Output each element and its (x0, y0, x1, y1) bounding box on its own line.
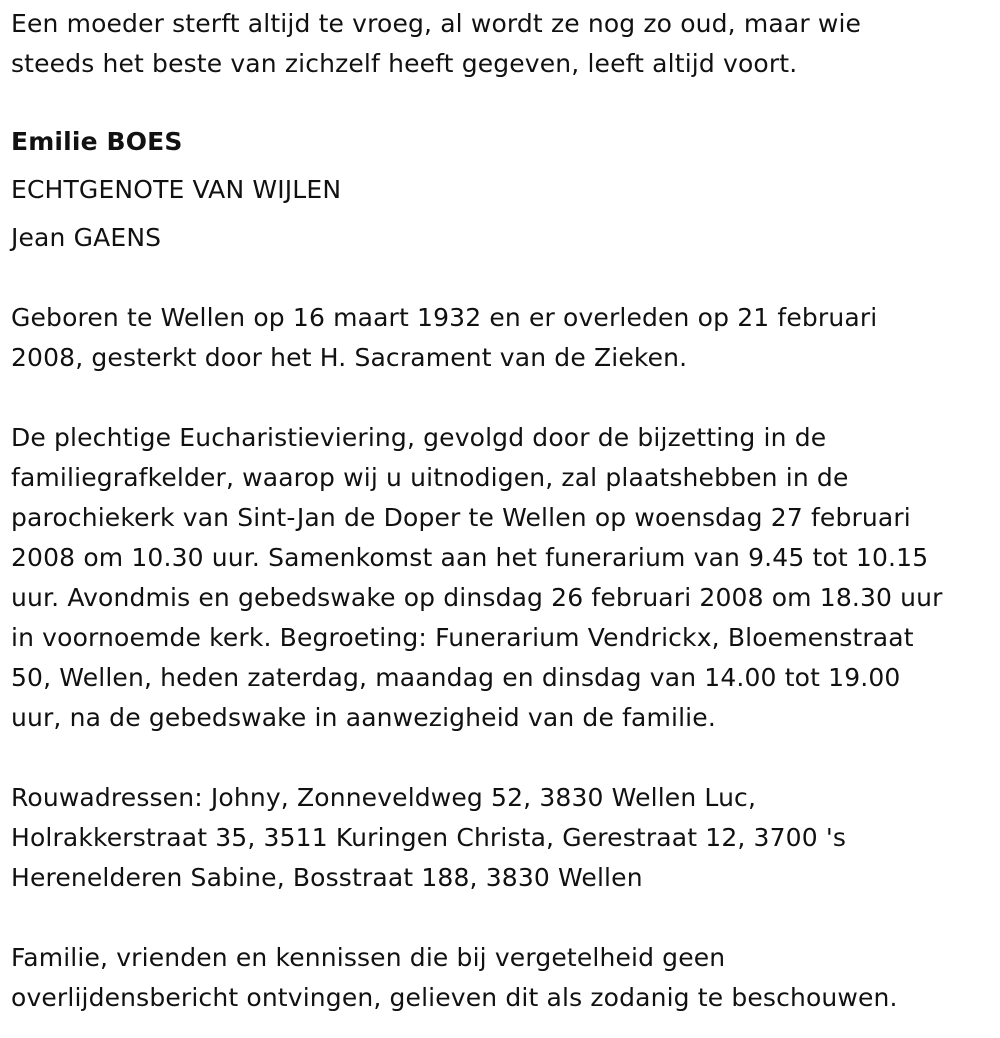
addresses-paragraph (11, 778, 990, 898)
relation-label: ECHTGENOTE VAN WIJLEN (11, 175, 342, 204)
ceremony-paragraph (11, 418, 990, 738)
address-line: Rouwadressen: Johny, Zonneveldweg 52, 3830 Wellen Luc, (11, 783, 757, 812)
quote-paragraph (11, 4, 990, 84)
ceremony-line: in voornoemde kerk. Begroeting: Funerarium Vendrickx, Bloemenstraat (11, 623, 914, 652)
spouse-name: Jean GAENS (11, 223, 162, 252)
address-line: Holrakkerstraat 35, 3511 Kuringen Christa, Gerestraat 12, 3700 's (11, 823, 847, 852)
address-line: Herenelderen Sabine, Bosstraat 188, 3830 Wellen (11, 863, 643, 892)
quote-line: steeds het beste van zichzelf heeft gegeven, leeft altijd voort. (11, 49, 798, 78)
birth-death-paragraph (11, 298, 990, 378)
ceremony-line: parochiekerk van Sint-Jan de Doper te Wellen op woensdag 27 februari (11, 503, 911, 532)
closing-line: overlijdensbericht ontvingen, gelieven dit als zodanig te beschouwen. (11, 983, 898, 1012)
ceremony-line: De plechtige Eucharistieviering, gevolgd door de bijzetting in de (11, 423, 827, 452)
closing-paragraph (11, 938, 990, 1018)
birth-line: Geboren te Wellen op 16 maart 1932 en er overleden op 21 februari (11, 303, 878, 332)
ceremony-line: 2008 om 10.30 uur. Samenkomst aan het funerarium van 9.45 tot 10.15 (11, 543, 929, 572)
ceremony-line: uur. Avondmis en gebedswake op dinsdag 26 februari 2008 om 18.30 uur (11, 583, 943, 612)
ceremony-line: 50, Wellen, heden zaterdag, maandag en dinsdag van 14.00 tot 19.00 (11, 663, 901, 692)
ceremony-line: familiegrafkelder, waarop wij u uitnodigen, zal plaatshebben in de (11, 463, 849, 492)
birth-line: 2008, gesterkt door het H. Sacrament van de Zieken. (11, 343, 688, 372)
ceremony-line: uur, na de gebedswake in aanwezigheid van de familie. (11, 703, 716, 732)
quote-line: Een moeder sterft altijd te vroeg, al wordt ze nog zo oud, maar wie (11, 9, 862, 38)
deceased-name: Emilie BOES (11, 127, 183, 156)
closing-line: Familie, vrienden en kennissen die bij vergetelheid geen (11, 943, 726, 972)
